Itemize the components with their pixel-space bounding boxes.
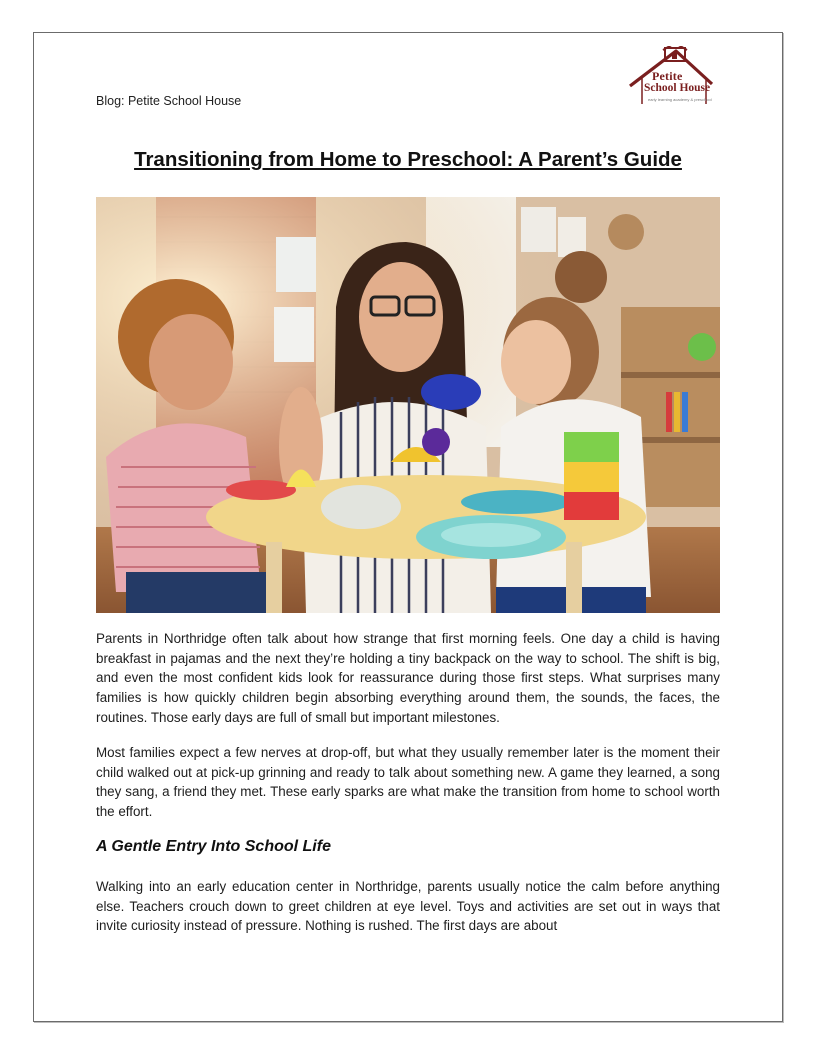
logo-tagline: early learning academy & preschool xyxy=(648,97,712,102)
paragraph-gentle-entry: Walking into an early education center in Northridge, parents usually notice the calm before anything else. Teachers crouch down to greet children at eye level. Toys and activities are set out in ways that invite curiosity instead of pressure. Nothing is rushed. The first days are about xyxy=(96,879,720,934)
section-heading: A Gentle Entry Into School Life xyxy=(96,838,331,855)
article-title: Transitioning from Home to Preschool: A Parent’s Guide xyxy=(134,148,682,171)
blog-label: Blog: Petite School House xyxy=(96,94,242,108)
logo-text-petite: Petite xyxy=(652,69,683,83)
logo-text-school-house: School House xyxy=(644,82,711,94)
paragraph-dropoff: Most families expect a few nerves at drop-off, but what they usually remember later is the moment their child walked out at pick-up grinning and ready to talk about something new. A game they learned, a song they sang, a friend they met. These early sparks are what make the transition from home to school worth the effort. xyxy=(96,745,720,820)
classroom-photo xyxy=(96,197,720,613)
school-logo[interactable] xyxy=(626,46,718,108)
paragraph-intro: Parents in Northridge often talk about how strange that first morning feels. One day a child is having breakfast in pajamas and the next they’re holding a tiny backpack on the way to school. The shift is big, and even the most confident kids look for reassurance during those first steps. What surprises many families is how quickly children begin absorbing everything around them, the sounds, the faces, the routines. Those early days are full of small but important milestones. xyxy=(96,631,720,725)
